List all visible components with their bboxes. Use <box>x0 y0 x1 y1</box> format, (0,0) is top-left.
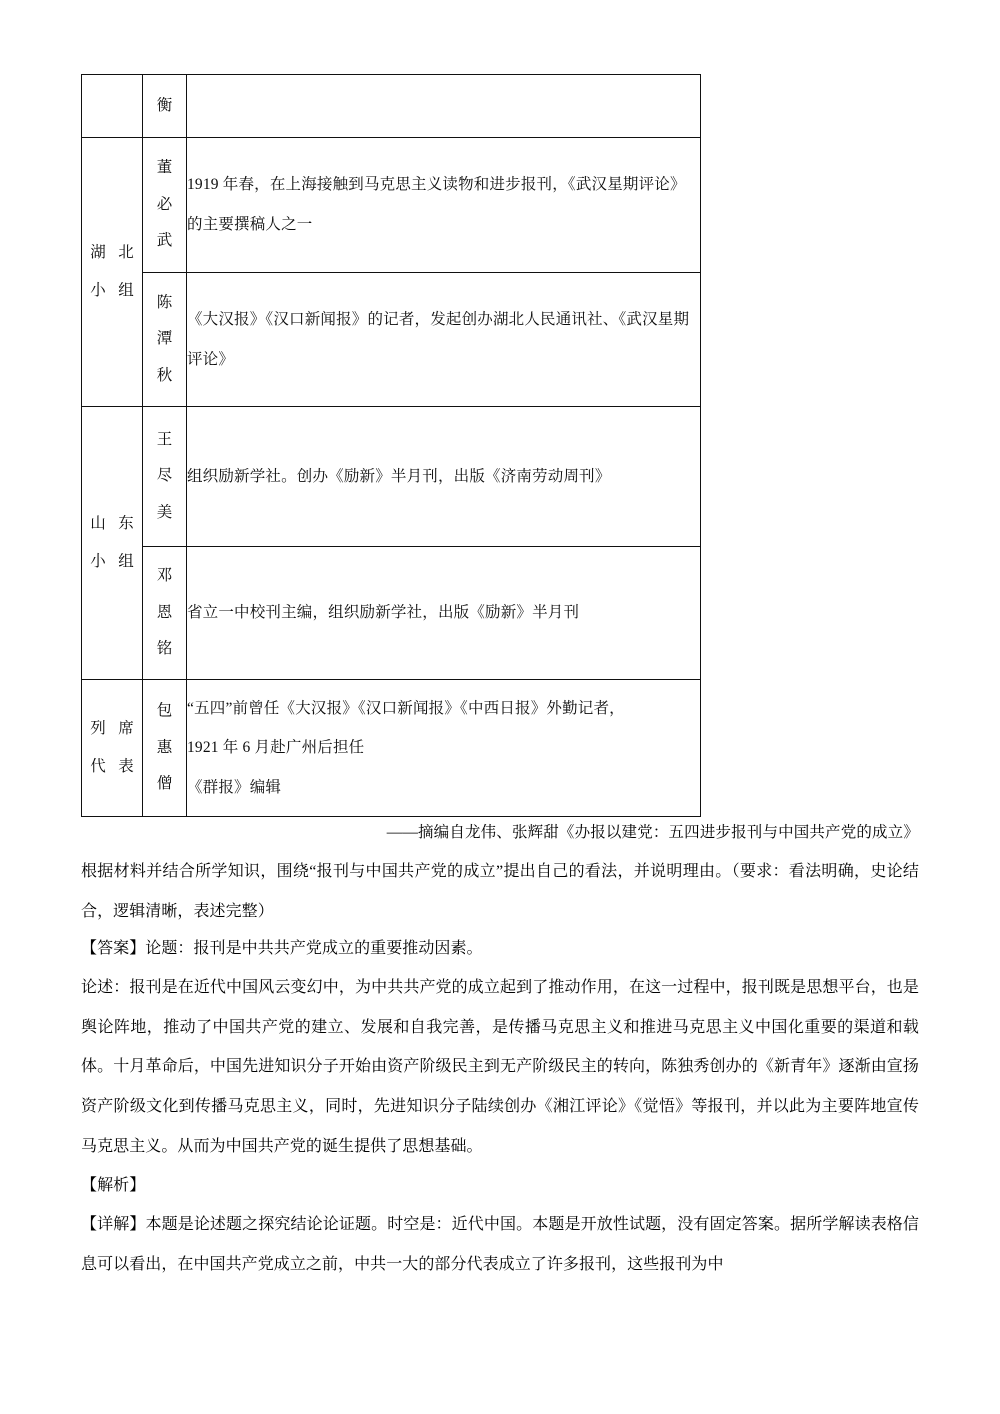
detailed-explanation: 【详解】本题是论述题之探究结论论证题。时空是：近代中国。本题是开放性试题，没有固定答案。据所学解读表格信息可以看出，在中国共产党成立之前，中共一大的部分代表成立了许多报刊，这些报刊为中 <box>81 1216 919 1273</box>
name-cell-wangjinmei <box>143 407 187 547</box>
question-prompt: 根据材料并结合所学知识，围绕“报刊与中国共产党的成立”提出自己的看法，并说明理由。（要求：看法明确，史论结合，逻辑清晰，表述完整） <box>81 863 919 920</box>
name-cell-baohuiseng <box>143 680 187 817</box>
table-row <box>82 547 701 680</box>
name-char: 必 <box>156 195 173 213</box>
desc-cell-chentanqiu: 《大汉报》《汉口新闻报》的记者，发起创办湖北人民通讯社、《武汉星期评论》 <box>187 273 701 407</box>
desc-line: “五四”前曾任《大汉报》《汉口新闻报》《中西日报》外勤记者， <box>187 699 625 717</box>
group-label-line2: 小 组 <box>90 553 139 570</box>
source-citation: ——摘编自龙伟、张辉甜《办报以建党：五四进步报刊与中国共产党的成立》 <box>386 824 919 841</box>
desc-line: 1921 年 6 月赴广州后担任 <box>187 739 365 757</box>
group-label-line1: 山 东 <box>90 515 139 533</box>
name-char: 尽 <box>156 467 173 485</box>
name-char: 僧 <box>156 775 173 793</box>
table-row <box>82 138 701 273</box>
name-cell-chentanqiu <box>143 273 187 407</box>
group-label-line1: 湖 北 <box>90 244 139 262</box>
name-char: 陈 <box>156 293 173 311</box>
desc-line: 《群报》编辑 <box>187 778 282 796</box>
name-cell-dengenming <box>143 547 187 680</box>
name-char: 秋 <box>156 366 173 384</box>
table-row <box>82 273 701 407</box>
name-char: 潭 <box>156 330 173 348</box>
name-char: 铭 <box>156 640 173 658</box>
name-char: 恩 <box>156 603 173 621</box>
answer-thesis: 【答案】论题：报刊是中共共产党成立的重要推动因素。 <box>81 940 483 957</box>
table-row <box>82 680 701 817</box>
desc-cell-empty <box>187 75 701 138</box>
table-row <box>82 407 701 547</box>
name-cell-dongbiwu <box>143 138 187 273</box>
name-cell-heng: 衡 <box>143 75 187 138</box>
group-cell-empty <box>82 75 143 138</box>
name-char: 美 <box>156 503 173 521</box>
group-cell-liexi <box>82 680 143 817</box>
group-cell-shandong <box>82 407 143 680</box>
name-char: 武 <box>156 232 173 250</box>
historical-materials-table <box>81 74 701 817</box>
name-char: 王 <box>156 430 173 448</box>
desc-cell-wangjinmei: 组织励新学社。创办《励新》半月刊，出版《济南劳动周刊》 <box>187 407 701 547</box>
group-label-line2: 小 组 <box>90 282 139 299</box>
name-char: 包 <box>156 702 173 720</box>
analysis-label: 【解析】 <box>81 1177 146 1194</box>
answer-discussion: 论述：报刊是在近代中国风云变幻中，为中共共产党的成立起到了推动作用，在这一过程中，报刊既是思想平台，也是舆论阵地，推动了中国共产党的建立、发展和自我完善，是传播马克思主义和推进马克思主义中国化重要的渠道和载体。十月革命后，中国先进知识分子开始由资产阶级民主到无产阶级民主的转向，陈独秀创办的《新青年》逐渐由宣扬资产阶级文化到传播马克思主义，同时，先进知识分子陆续创办《湘江评论》《觉悟》等报刊，并以此为主要阵地宣传马克思主义。从而为中国共产党的诞生提供了思想基础。 <box>81 979 919 1155</box>
group-label-line2: 代 表 <box>90 758 139 775</box>
table-row <box>82 75 701 138</box>
name-char: 董 <box>156 159 173 177</box>
desc-cell-baohuiseng <box>187 680 701 817</box>
desc-cell-dongbiwu: 1919 年春，在上海接触到马克思主义读物和进步报刊，《武汉星期评论》的主要撰稿人之一 <box>187 138 701 273</box>
group-label-line1: 列 席 <box>90 720 139 738</box>
name-char: 惠 <box>156 738 173 756</box>
group-cell-hubei <box>82 138 143 407</box>
name-char: 邓 <box>156 567 173 585</box>
desc-cell-dengenming: 省立一中校刊主编，组织励新学社，出版《励新》半月刊 <box>187 547 701 680</box>
